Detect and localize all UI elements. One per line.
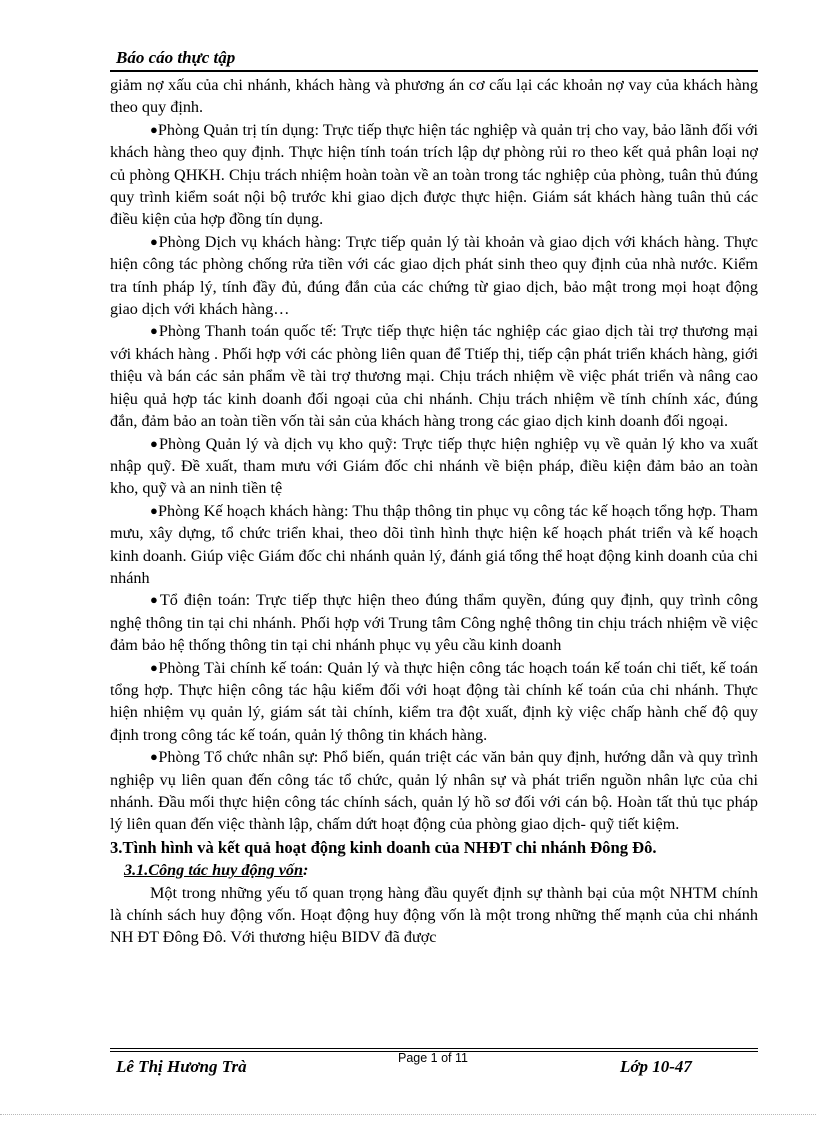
- document-body: [110, 74, 758, 949]
- list-item: [110, 231, 758, 321]
- bullet-icon: ●: [150, 121, 158, 137]
- list-item: [110, 433, 758, 500]
- page-footer: [110, 1048, 758, 1088]
- list-item: [110, 657, 758, 747]
- page-header: [110, 46, 758, 72]
- bullet-icon: ●: [150, 435, 160, 451]
- subsection-label: 3.1.Công tác huy động vốn: [124, 861, 303, 880]
- list-item-text: Phòng Thanh toán quốc tế: Trực tiếp thực hiện tác nghiệp các giao dịch tài trợ thương mại với khách hàng . Phối hợp với các phòng liên quan để Ttiếp thị, tiếp cận phát triển khách hàng, giới thiệu và bán các sản phẩm về tài trợ thương mại. Chịu trách nhiệm về việc phát triển và nâng cao hiệu quả hợp tác kinh doanh đối ngoại của chi nhánh. Chịu trách nhiệm về tính chính xác, đúng đắn, đảm bảo an toàn tiền vốn tài sản của khách hàng trong các giao dịch kinh doanh đối ngoại.: [110, 322, 758, 431]
- report-title: Báo cáo thực tập: [116, 48, 236, 67]
- list-item-text: Phòng Quản trị tín dụng: Trực tiếp thực hiện tác nghiệp và quản trị cho vay, bảo lãnh đối với khách hàng theo quy định. Thực hiện tính toán trích lập dự phòng rủi ro theo kết quả phân loại nợ củ phòng QHKH. Chịu trách nhiệm hoàn toàn về an toàn trong tác nghiệp của phòng, tuân thủ đúng quy trình kiểm soát nội bộ trước khi giao dịch được thực hiện. Giám sát khách hàng tuân thủ các điều kiện của hợp đồng tín dụng.: [110, 120, 758, 229]
- list-item: [110, 500, 758, 590]
- bullet-icon: ●: [150, 592, 160, 608]
- intro-paragraph: [110, 74, 758, 119]
- section-heading: 3.Tình hình và kết quả hoạt động kinh doanh của NHĐT chi nhánh Đông Đô.: [110, 837, 657, 857]
- intro-line-1: giảm nợ xấu của chi nhánh, khách hàng và phương án cơ cấu lại các khoản nợ vay: [110, 76, 652, 94]
- list-item-text: Phòng Quản lý và dịch vụ kho quỹ: Trực tiếp thực hiện nghiệp vụ về quản lý kho va xuất nhập quỹ. Đề xuất, tham mưu với Giám đốc chi nhánh về biện pháp, điều kiện đảm bảo an toàn kho, quỹ và an ninh tiền tệ: [110, 434, 758, 498]
- intro-line-2: của khách hàng theo quy định.: [110, 76, 758, 117]
- list-item: [110, 589, 758, 656]
- author-name: Lê Thị Hương Trà: [116, 1057, 247, 1076]
- page-break-line: [0, 1114, 816, 1115]
- bullet-icon: ●: [150, 659, 159, 675]
- subsection-heading: [110, 859, 758, 881]
- list-item-text: Phòng Tài chính kế toán: Quản lý và thực hiện công tác hoạch toán kế toán chi tiết, kế toán tổng hợp. Thực hiện công tác hậu kiểm đối với hoạt động tài chính kế toán của chi nhánh. Thực hiện nhiệm vụ quản lý, giám sát tài chính, kiểm tra đột xuất, định kỳ việc chấp hành chế độ quy định trong công tác kế toán, quản lý thông tin khách hàng.: [110, 658, 759, 744]
- bullet-icon: ●: [150, 323, 159, 339]
- list-item-text: Phòng Tổ chức nhân sự: Phổ biến, quán triệt các văn bản quy định, hướng dẫn và quy trình nghiệp vụ liên quan đến công tác tổ chức, quản lý nhân sự và phát triển nguồn nhân lực của chi nhánh. Đầu mối thực hiện công tác chính sách, quản lý hồ sơ đối với cán bộ. Hoàn tất thủ tục pháp lý liên quan đến việc thành lập, chấm dứt hoạt động của phòng giao dịch- quỹ tiết kiệm.: [110, 748, 758, 834]
- bullet-icon: ●: [150, 233, 159, 249]
- bullet-icon: ●: [150, 749, 159, 765]
- page-number: Page 1 of 11: [398, 1051, 468, 1065]
- subsection-colon: :: [303, 861, 309, 880]
- list-item: [110, 746, 758, 836]
- list-item: [110, 320, 758, 432]
- list-item-text: Phòng Kế hoạch khách hàng: Thu thập thông tin phục vụ công tác kế hoạch tổng hợp. Tham mưu, xây dựng, tổ chức triển khai, theo dõi tình hình thực hiện kế hoạch phát triển và kế hoạch kinh doanh. Giúp việc Giám đốc chi nhánh quản lý, đánh giá tổng thể hoạt động kinh doanh của chi nhánh: [110, 501, 758, 587]
- list-item-text: Tổ điện toán: Trực tiếp thực hiện theo đúng thẩm quyền, đúng quy định, quy trình công nghệ thông tin tại chi nhánh. Phối hợp với Trung tâm Công nghệ thông tin chịu trách nhiệm về việc đảm bảo hệ thống thông tin tại chi nhánh phục vụ yêu cầu kinh doanh: [110, 591, 758, 655]
- bullet-icon: ●: [150, 502, 159, 518]
- closing-paragraph: Một trong những yếu tố quan trọng hàng đầu quyết định sự thành bại của một NHTM chính là chính sách huy động vốn. Hoạt động huy động vốn là một trong những thế mạnh của chi nhánh NH ĐT Đông Đô. Với thương hiệu BIDV đã được: [110, 883, 758, 947]
- list-item: [110, 119, 758, 231]
- list-item-text: Phòng Dịch vụ khách hàng: Trực tiếp quản lý tài khoản và giao dịch với khách hàng. Thực hiện công tác phòng chống rửa tiền với các giao dịch phát sinh theo quy định của nhà nước. Kiểm tra tính pháp lý, tính đầy đủ, đúng đắn của các chứng từ giao dịch, bảo mật trong mọi hoạt động giao dịch với khách hàng…: [110, 232, 758, 319]
- footer-rule: [110, 1048, 758, 1049]
- class-label: Lớp 10-47: [620, 1057, 692, 1076]
